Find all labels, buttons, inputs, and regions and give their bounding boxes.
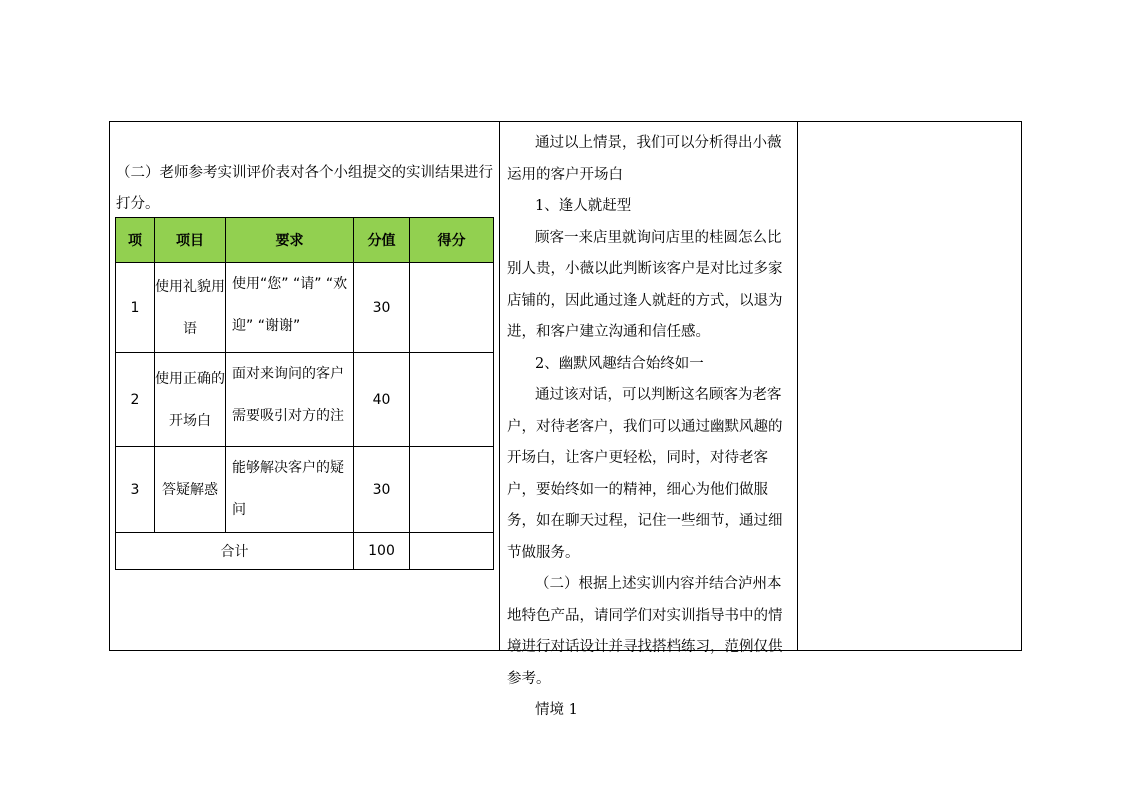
row-requirement: 能够解决客户的疑问: [226, 447, 354, 533]
paragraph-summary: 通过以上情景，我们可以分析得出小薇运用的客户开场白: [507, 135, 782, 183]
total-score: 100: [354, 533, 410, 570]
row-item: 答疑解惑: [155, 447, 226, 533]
heading-type-2: 2、幽默风趣结合始终如一: [535, 355, 704, 372]
paragraph-task: （二）根据上述实训内容并结合泸州本地特色产品，请同学们对实训指导书中的情境进行对话设计并寻找搭档练习，范例仅供参考。: [507, 576, 783, 687]
header-requirement: 要求: [226, 218, 354, 263]
header-got: 得分: [410, 218, 494, 263]
header-item: 项目: [155, 218, 226, 263]
row-requirement: 使用“您” “请” “欢迎” “谢谢”: [226, 263, 354, 353]
intro-text: （二）老师参考实训评价表对各个小组提交的实训结果进行打分。: [116, 165, 493, 212]
row-score: 30: [354, 263, 410, 353]
outer-table: [109, 121, 1022, 718]
table-row: [116, 353, 494, 447]
table-total-row: [116, 533, 494, 570]
paragraph-type-1: 顾客一来店里就询问店里的桂圆怎么比别人贵，小薇以此判断该客户是对比过多家店铺的，因此通过逢人就赶的方式，以退为进，和客户建立沟通和信任感。: [507, 229, 783, 340]
row-no: 1: [116, 263, 155, 353]
analysis-text: [507, 128, 791, 727]
row-no: 2: [116, 353, 155, 447]
header-no: 项: [116, 218, 155, 263]
row-requirement: 面对来询问的客户需要吸引对方的注: [226, 353, 354, 447]
row-item: 使用正确的开场白: [155, 353, 226, 447]
row-item: 使用礼貌用语: [155, 263, 226, 353]
evaluation-table: [115, 217, 494, 570]
row-score: 30: [354, 447, 410, 533]
row-got: [410, 263, 494, 353]
table-header-row: [116, 218, 494, 263]
paragraph-type-2: 通过该对话，可以判断这名顾客为老客户，对待老客户，我们可以通过幽默风趣的开场白，让客户更轻松，同时，对待老客户，要始终如一的精神，细心为他们做服务，如在聊天过程，记住一些细节，通过细节做服务。: [507, 387, 783, 561]
table-row: [116, 447, 494, 533]
row-no: 3: [116, 447, 155, 533]
left-cell: [110, 122, 499, 650]
row-score: 40: [354, 353, 410, 447]
row-got: [410, 447, 494, 533]
right-cell: [797, 122, 1021, 650]
total-label: 合计: [116, 533, 354, 570]
total-got: [410, 533, 494, 570]
table-row: [116, 263, 494, 353]
heading-type-1: 1、逢人就赶型: [535, 198, 632, 214]
middle-cell: [499, 122, 797, 718]
row-got: [410, 353, 494, 447]
scenario-label: 情境 1: [535, 702, 578, 718]
header-score: 分值: [354, 218, 410, 263]
